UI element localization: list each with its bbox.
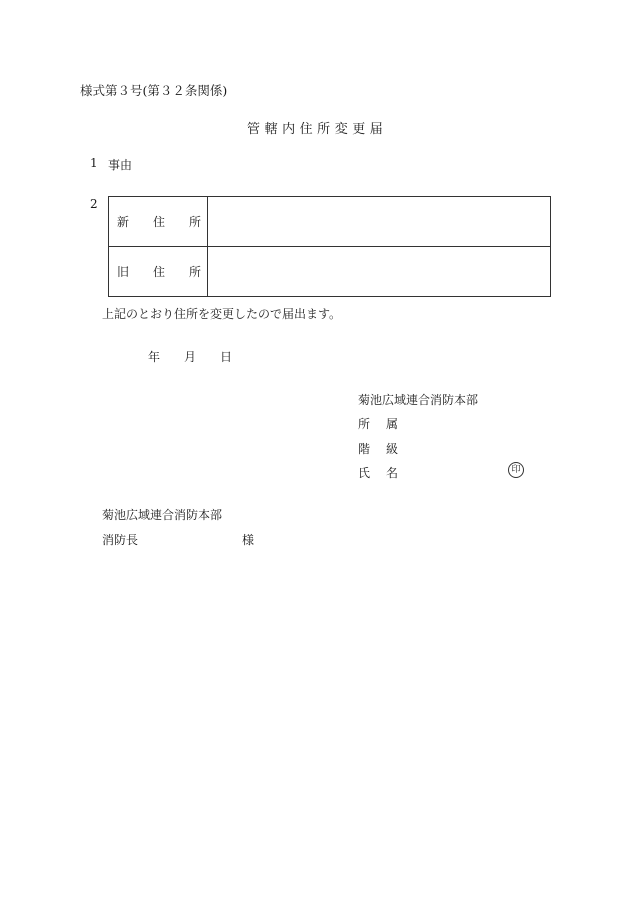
address-table [108, 196, 551, 297]
new-address-label-char-1: 新 [117, 215, 130, 229]
date-year-label: 年 [148, 350, 161, 364]
document-title: 管 轄 内 住 所 変 更 届 [247, 122, 383, 137]
recipient-title: 消防長 [102, 533, 139, 547]
applicant-organization: 菊池広域連合消防本部 [358, 393, 479, 407]
applicant-department-label [358, 415, 398, 432]
new-address-field[interactable] [208, 197, 551, 247]
old-address-label-char-1: 旧 [117, 265, 130, 279]
old-address-field[interactable] [208, 247, 551, 297]
new-address-row [109, 197, 551, 247]
old-address-label-char-2: 住 [152, 265, 165, 279]
item-1-number: 1 [90, 156, 98, 170]
old-address-row [109, 247, 551, 297]
declaration-statement: 上記のとおり住所を変更したので届出ます。 [102, 307, 342, 321]
old-address-label-char-3: 所 [188, 265, 201, 279]
name-char-1: 氏 [358, 466, 371, 480]
applicant-name-label [358, 464, 398, 481]
department-char-2: 属 [385, 417, 398, 431]
seal-icon: 印 [508, 462, 524, 478]
new-address-label-char-2: 住 [152, 215, 165, 229]
rank-char-2: 級 [385, 442, 398, 456]
department-char-1: 所 [358, 417, 371, 431]
old-address-label [109, 247, 208, 297]
new-address-label [109, 197, 208, 247]
new-address-label-char-3: 所 [188, 215, 201, 229]
form-number: 様式第３号(第３２条関係) [80, 83, 228, 98]
rank-char-1: 階 [358, 442, 371, 456]
date-month-label: 月 [184, 350, 197, 364]
name-char-2: 名 [385, 466, 398, 480]
item-1-label: 事由 [108, 158, 133, 172]
date-day-label: 日 [220, 350, 233, 364]
item-2-number: 2 [90, 197, 98, 211]
recipient-organization: 菊池広域連合消防本部 [102, 508, 223, 522]
recipient-honorific: 様 [242, 533, 255, 547]
applicant-rank-label [358, 440, 398, 457]
